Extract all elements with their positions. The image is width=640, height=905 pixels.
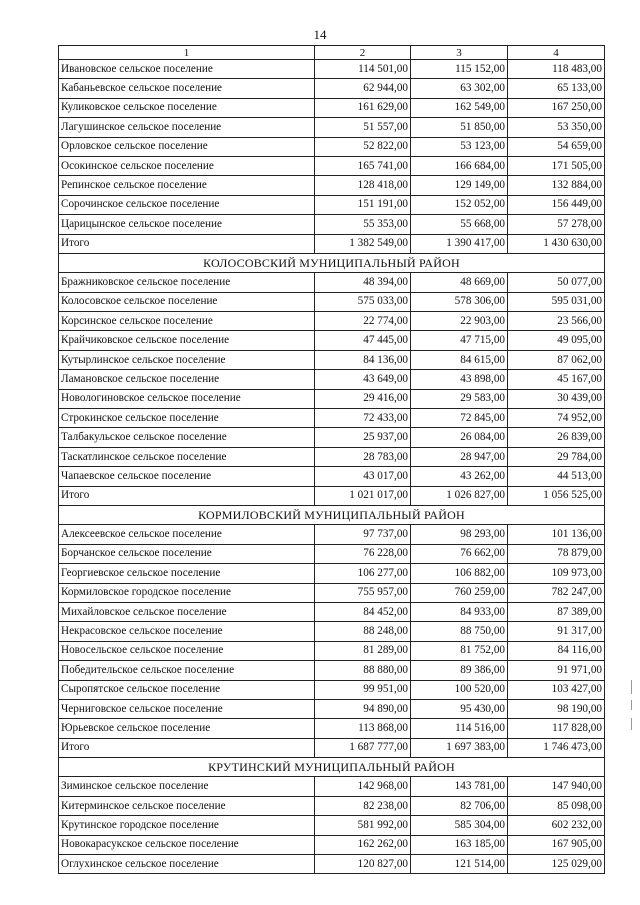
- total-row: [59, 234, 605, 253]
- table-row: [59, 176, 605, 195]
- value-col4-cell: 45 167,00: [508, 370, 605, 389]
- settlement-name-cell: Таскатлинское сельское поселение: [59, 447, 315, 466]
- settlement-name-cell: Талбакульское сельское поселение: [59, 428, 315, 447]
- value-col3-cell: 26 084,00: [411, 428, 508, 447]
- value-col4-cell: 595 031,00: [508, 292, 605, 311]
- value-col4-cell: 103 427,00: [508, 680, 605, 699]
- value-col4-cell: 118 483,00: [508, 60, 605, 79]
- value-col3-cell: 143 781,00: [411, 777, 508, 796]
- settlement-name-cell: Некрасовское сельское поселение: [59, 622, 315, 641]
- value-col4-cell: 602 232,00: [508, 816, 605, 835]
- settlement-name-cell: Орловское сельское поселение: [59, 137, 315, 156]
- value-col2-cell: 81 289,00: [315, 641, 411, 660]
- value-col3-cell: 114 516,00: [411, 719, 508, 738]
- value-col4-cell: 49 095,00: [508, 331, 605, 350]
- settlement-name-cell: Алексеевское сельское поселение: [59, 525, 315, 544]
- district-heading-row: [59, 758, 605, 777]
- value-col4-cell: 74 952,00: [508, 409, 605, 428]
- settlement-name-cell: Лагушинское сельское поселение: [59, 118, 315, 137]
- value-col3-cell: 89 386,00: [411, 661, 508, 680]
- table-row: [59, 796, 605, 815]
- value-col4-cell: 65 133,00: [508, 79, 605, 98]
- settlement-name-cell: Зиминское сельское поселение: [59, 777, 315, 796]
- settlement-name-cell: Борчанское сельское поселение: [59, 544, 315, 563]
- table-row: [59, 699, 605, 718]
- settlement-name-cell: Бражниковское сельское поселение: [59, 273, 315, 292]
- value-col2-cell: 82 238,00: [315, 796, 411, 815]
- table-row: [59, 137, 605, 156]
- value-col4-cell: 85 098,00: [508, 796, 605, 815]
- table-row: [59, 409, 605, 428]
- value-col3-cell: 84 615,00: [411, 350, 508, 369]
- settlement-name-cell: Корсинское сельское поселение: [59, 312, 315, 331]
- value-col3-cell: 1 697 383,00: [411, 738, 508, 757]
- budget-table: [58, 45, 605, 874]
- table-row: [59, 525, 605, 544]
- value-col4-cell: 1 056 525,00: [508, 486, 605, 505]
- column-header: 1: [59, 46, 315, 60]
- value-col3-cell: 95 430,00: [411, 699, 508, 718]
- value-col2-cell: 94 890,00: [315, 699, 411, 718]
- value-col4-cell: 782 247,00: [508, 583, 605, 602]
- value-col3-cell: 585 304,00: [411, 816, 508, 835]
- value-col2-cell: 113 868,00: [315, 719, 411, 738]
- settlement-name-cell: Итого: [59, 738, 315, 757]
- settlement-name-cell: Сыропятское сельское поселение: [59, 680, 315, 699]
- value-col2-cell: 755 957,00: [315, 583, 411, 602]
- settlement-name-cell: Осокинское сельское поселение: [59, 156, 315, 175]
- settlement-name-cell: Георгиевское сельское поселение: [59, 564, 315, 583]
- scan-edge-mark: [631, 718, 632, 730]
- table-row: [59, 195, 605, 214]
- table-row: [59, 467, 605, 486]
- value-col4-cell: 167 905,00: [508, 835, 605, 854]
- value-col2-cell: 52 822,00: [315, 137, 411, 156]
- table-row: [59, 583, 605, 602]
- table-row: [59, 273, 605, 292]
- value-col4-cell: 29 784,00: [508, 447, 605, 466]
- value-col4-cell: 147 940,00: [508, 777, 605, 796]
- settlement-name-cell: Оглухинское сельское поселение: [59, 855, 315, 874]
- value-col4-cell: 23 566,00: [508, 312, 605, 331]
- value-col3-cell: 53 123,00: [411, 137, 508, 156]
- settlement-name-cell: Кутырлинское сельское поселение: [59, 350, 315, 369]
- value-col3-cell: 162 549,00: [411, 98, 508, 117]
- value-col2-cell: 114 501,00: [315, 60, 411, 79]
- value-col2-cell: 120 827,00: [315, 855, 411, 874]
- value-col2-cell: 162 262,00: [315, 835, 411, 854]
- table-row: [59, 602, 605, 621]
- column-header: 3: [411, 46, 508, 60]
- value-col4-cell: 26 839,00: [508, 428, 605, 447]
- settlement-name-cell: Новологиновское сельское поселение: [59, 389, 315, 408]
- value-col2-cell: 106 277,00: [315, 564, 411, 583]
- district-heading-row: [59, 505, 605, 524]
- column-header: 4: [508, 46, 605, 60]
- value-col2-cell: 1 687 777,00: [315, 738, 411, 757]
- settlement-name-cell: Строкинское сельское поселение: [59, 409, 315, 428]
- value-col2-cell: 72 433,00: [315, 409, 411, 428]
- table-row: [59, 641, 605, 660]
- value-col4-cell: 132 884,00: [508, 176, 605, 195]
- value-col4-cell: 50 077,00: [508, 273, 605, 292]
- value-col4-cell: 91 317,00: [508, 622, 605, 641]
- settlement-name-cell: Новосельское сельское поселение: [59, 641, 315, 660]
- value-col2-cell: 161 629,00: [315, 98, 411, 117]
- value-col2-cell: 88 248,00: [315, 622, 411, 641]
- value-col2-cell: 151 191,00: [315, 195, 411, 214]
- value-col3-cell: 163 185,00: [411, 835, 508, 854]
- table-row: [59, 622, 605, 641]
- value-col4-cell: 156 449,00: [508, 195, 605, 214]
- value-col3-cell: 88 750,00: [411, 622, 508, 641]
- value-col4-cell: 171 505,00: [508, 156, 605, 175]
- settlement-name-cell: Новокарасукское сельское поселение: [59, 835, 315, 854]
- value-col2-cell: 76 228,00: [315, 544, 411, 563]
- value-col4-cell: 53 350,00: [508, 118, 605, 137]
- settlement-name-cell: Победительское сельское поселение: [59, 661, 315, 680]
- value-col3-cell: 121 514,00: [411, 855, 508, 874]
- total-row: [59, 738, 605, 757]
- value-col2-cell: 1 021 017,00: [315, 486, 411, 505]
- table-row: [59, 816, 605, 835]
- value-col4-cell: 1 746 473,00: [508, 738, 605, 757]
- value-col3-cell: 28 947,00: [411, 447, 508, 466]
- value-col4-cell: 87 389,00: [508, 602, 605, 621]
- settlement-name-cell: Крутинское городское поселение: [59, 816, 315, 835]
- table-row: [59, 370, 605, 389]
- value-col2-cell: 62 944,00: [315, 79, 411, 98]
- value-col4-cell: 109 973,00: [508, 564, 605, 583]
- value-col3-cell: 55 668,00: [411, 215, 508, 234]
- value-col2-cell: 97 737,00: [315, 525, 411, 544]
- page-number: 14: [313, 27, 327, 42]
- table-row: [59, 292, 605, 311]
- table-row: [59, 350, 605, 369]
- value-col3-cell: 760 259,00: [411, 583, 508, 602]
- value-col4-cell: 91 971,00: [508, 661, 605, 680]
- table-row: [59, 60, 605, 79]
- table-row: [59, 118, 605, 137]
- value-col4-cell: 57 278,00: [508, 215, 605, 234]
- value-col4-cell: 101 136,00: [508, 525, 605, 544]
- table-row: [59, 389, 605, 408]
- value-col3-cell: 43 898,00: [411, 370, 508, 389]
- settlement-name-cell: Колосовское сельское поселение: [59, 292, 315, 311]
- value-col2-cell: 51 557,00: [315, 118, 411, 137]
- value-col3-cell: 72 845,00: [411, 409, 508, 428]
- settlement-name-cell: Кормиловское городское поселение: [59, 583, 315, 602]
- value-col4-cell: 87 062,00: [508, 350, 605, 369]
- value-col3-cell: 100 520,00: [411, 680, 508, 699]
- district-heading: КОЛОСОВСКИЙ МУНИЦИПАЛЬНЫЙ РАЙОН: [59, 253, 605, 272]
- value-col2-cell: 581 992,00: [315, 816, 411, 835]
- settlement-name-cell: Репинское сельское поселение: [59, 176, 315, 195]
- value-col2-cell: 99 951,00: [315, 680, 411, 699]
- value-col3-cell: 22 903,00: [411, 312, 508, 331]
- settlement-name-cell: Сорочинское сельское поселение: [59, 195, 315, 214]
- value-col3-cell: 1 026 827,00: [411, 486, 508, 505]
- value-col2-cell: 142 968,00: [315, 777, 411, 796]
- settlement-name-cell: Итого: [59, 234, 315, 253]
- value-col2-cell: 84 136,00: [315, 350, 411, 369]
- value-col3-cell: 1 390 417,00: [411, 234, 508, 253]
- value-col4-cell: 1 430 630,00: [508, 234, 605, 253]
- value-col3-cell: 81 752,00: [411, 641, 508, 660]
- table-row: [59, 719, 605, 738]
- value-col4-cell: 125 029,00: [508, 855, 605, 874]
- table-row: [59, 98, 605, 117]
- table-row: [59, 564, 605, 583]
- value-col2-cell: 55 353,00: [315, 215, 411, 234]
- scan-edge-mark: [631, 680, 632, 694]
- table-row: [59, 79, 605, 98]
- table-row: [59, 544, 605, 563]
- district-heading-row: [59, 253, 605, 272]
- value-col3-cell: 152 052,00: [411, 195, 508, 214]
- table-row: [59, 156, 605, 175]
- table-row: [59, 680, 605, 699]
- value-col3-cell: 166 684,00: [411, 156, 508, 175]
- value-col2-cell: 575 033,00: [315, 292, 411, 311]
- value-col3-cell: 29 583,00: [411, 389, 508, 408]
- settlement-name-cell: Ивановское сельское поселение: [59, 60, 315, 79]
- value-col3-cell: 82 706,00: [411, 796, 508, 815]
- value-col3-cell: 51 850,00: [411, 118, 508, 137]
- value-col4-cell: 84 116,00: [508, 641, 605, 660]
- district-heading: КОРМИЛОВСКИЙ МУНИЦИПАЛЬНЫЙ РАЙОН: [59, 505, 605, 524]
- value-col4-cell: 78 879,00: [508, 544, 605, 563]
- value-col2-cell: 1 382 549,00: [315, 234, 411, 253]
- table-row: [59, 855, 605, 874]
- value-col3-cell: 129 149,00: [411, 176, 508, 195]
- scan-edge-mark: [631, 700, 632, 710]
- value-col3-cell: 84 933,00: [411, 602, 508, 621]
- settlement-name-cell: Чапаевское сельское поселение: [59, 467, 315, 486]
- value-col3-cell: 47 715,00: [411, 331, 508, 350]
- value-col2-cell: 165 741,00: [315, 156, 411, 175]
- value-col2-cell: 28 783,00: [315, 447, 411, 466]
- value-col2-cell: 43 649,00: [315, 370, 411, 389]
- settlement-name-cell: Михайловское сельское поселение: [59, 602, 315, 621]
- value-col4-cell: 44 513,00: [508, 467, 605, 486]
- value-col4-cell: 54 659,00: [508, 137, 605, 156]
- settlement-name-cell: Кабаньевское сельское поселение: [59, 79, 315, 98]
- table-row: [59, 312, 605, 331]
- column-header-row: [59, 46, 605, 60]
- value-col3-cell: 43 262,00: [411, 467, 508, 486]
- settlement-name-cell: Царицынское сельское поселение: [59, 215, 315, 234]
- value-col2-cell: 29 416,00: [315, 389, 411, 408]
- settlement-name-cell: Ламановское сельское поселение: [59, 370, 315, 389]
- table-row: [59, 331, 605, 350]
- value-col2-cell: 47 445,00: [315, 331, 411, 350]
- table-row: [59, 428, 605, 447]
- value-col3-cell: 63 302,00: [411, 79, 508, 98]
- value-col3-cell: 115 152,00: [411, 60, 508, 79]
- district-heading: КРУТИНСКИЙ МУНИЦИПАЛЬНЫЙ РАЙОН: [59, 758, 605, 777]
- table-row: [59, 835, 605, 854]
- value-col2-cell: 128 418,00: [315, 176, 411, 195]
- value-col2-cell: 88 880,00: [315, 661, 411, 680]
- value-col4-cell: 30 439,00: [508, 389, 605, 408]
- value-col4-cell: 117 828,00: [508, 719, 605, 738]
- value-col2-cell: 43 017,00: [315, 467, 411, 486]
- table-row: [59, 777, 605, 796]
- settlement-name-cell: Черниговское сельское поселение: [59, 699, 315, 718]
- value-col2-cell: 25 937,00: [315, 428, 411, 447]
- value-col2-cell: 22 774,00: [315, 312, 411, 331]
- settlement-name-cell: Итого: [59, 486, 315, 505]
- value-col3-cell: 48 669,00: [411, 273, 508, 292]
- total-row: [59, 486, 605, 505]
- table-row: [59, 661, 605, 680]
- column-header: 2: [315, 46, 411, 60]
- value-col3-cell: 76 662,00: [411, 544, 508, 563]
- value-col3-cell: 578 306,00: [411, 292, 508, 311]
- value-col2-cell: 48 394,00: [315, 273, 411, 292]
- settlement-name-cell: Куликовское сельское поселение: [59, 98, 315, 117]
- table-row: [59, 215, 605, 234]
- settlement-name-cell: Крайчиковское сельское поселение: [59, 331, 315, 350]
- value-col2-cell: 84 452,00: [315, 602, 411, 621]
- settlement-name-cell: Юрьевское сельское поселение: [59, 719, 315, 738]
- value-col4-cell: 167 250,00: [508, 98, 605, 117]
- settlement-name-cell: Китерминское сельское поселение: [59, 796, 315, 815]
- value-col3-cell: 98 293,00: [411, 525, 508, 544]
- value-col3-cell: 106 882,00: [411, 564, 508, 583]
- value-col4-cell: 98 190,00: [508, 699, 605, 718]
- table-row: [59, 447, 605, 466]
